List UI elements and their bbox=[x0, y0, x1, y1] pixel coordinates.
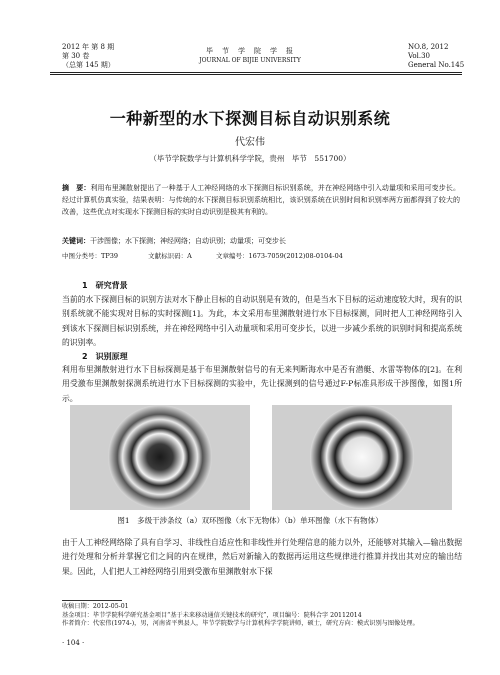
figure-double-ring bbox=[70, 405, 250, 510]
body-paragraph: 由于人工神经网络除了具有自学习、非线性自适应性和非线性并行处理信息的能力以外，还能够对其输入—输出数据进行处理和分析并掌握它们之间的内在规律，然后对新输入的数据再运用这些规律进行推算并找出其对应的输出结果。因此，人们把人工神经网络引用到受激布里渊散射水下探 bbox=[62, 538, 462, 576]
page-number: · 104 · bbox=[62, 639, 85, 647]
issue-total: （总第 145 期） bbox=[62, 61, 115, 69]
keywords-text: 干涉图像；水下探测；神经网络；自动识别；动量项；可变步长 bbox=[90, 237, 286, 245]
interference-fringes-double-ring bbox=[70, 405, 250, 510]
classification bbox=[62, 250, 460, 262]
section-heading: 2 识别原理 bbox=[82, 352, 128, 361]
abstract-label: 摘 要： bbox=[62, 183, 91, 192]
interference-fringes-single-ring bbox=[272, 405, 452, 510]
footnote-rule bbox=[62, 600, 122, 601]
journal-name-en: JOURNAL OF BIJIE UNIVERSITY bbox=[199, 57, 301, 64]
section-heading: 1 研究背景 bbox=[82, 281, 128, 290]
article-number: 文章编号：1673-7059(2012)08-0104-04 bbox=[216, 252, 343, 260]
document-code: 文献标识码：A bbox=[148, 252, 192, 260]
figure-single-ring bbox=[272, 405, 452, 510]
header-rule-thin bbox=[50, 74, 462, 75]
section-text: 利用布里渊散射进行水下目标探测是基于布里渊散射信号的有无来判断海水中是否有潜艇、水雷等物体的[2]。在利用受激布里渊散射探测系统进行水下目标探测的实验中，先让探测到的信号通过F-P标准具形成干涉图像，如图1所示。 bbox=[62, 365, 462, 403]
issue-year: 2012 年 第 8 期 bbox=[62, 43, 115, 51]
figure-caption: 图1 多级干涉条纹（a）双环图像（水下无物体）（b）单环图像（水下有物体） bbox=[117, 516, 383, 525]
issue-volume: 第 30 卷 bbox=[62, 52, 90, 60]
abstract bbox=[62, 182, 460, 218]
issue-general-no: General No.145 bbox=[408, 61, 465, 69]
issue-number-en: NO.8, 2012 bbox=[408, 43, 449, 51]
funding: 基金项目：毕节学院科学研究基金项目“基于未来移动通信关键技术的研究”，项目编号：院科合字 20112014 bbox=[62, 611, 362, 619]
author-bio: 作者简介：代宏伟(1974-)，男，河南省平舆县人，毕节学院数学与计算机科学学院讲师，硕士，研究方向：模式识别与图像处理。 bbox=[62, 620, 419, 627]
journal-issue-info-en bbox=[408, 43, 464, 70]
affiliation: （毕节学院数学与计算机科学学院，贵州 毕节 551700） bbox=[149, 154, 351, 163]
section-text: 当前的水下探测目标的识别方法对水下静止目标的自动识别是有效的，但是当水下目标的运动速度较大时，现有的识别系统就不能实现对目标的实时探测[1]。为此，本文采用布里渊散射进行水下目标探测，同时把人工神经网络引入到该水下探测目标识别系统，并在神经网络中引入动量项和采用可变步长，以进一步减少系统的识别时间和提高系统的识别率。 bbox=[62, 295, 462, 348]
issue-volume-en: Vol.30 bbox=[408, 52, 430, 60]
author: 代宏伟 bbox=[235, 137, 265, 148]
keywords-label: 关键词： bbox=[62, 236, 90, 245]
paper-title: 一种新型的水下探测目标自动识别系统 bbox=[109, 109, 391, 128]
journal-name-cn: 毕 节 学 院 学 报 bbox=[206, 47, 294, 55]
footnotes bbox=[62, 603, 462, 629]
abstract-text: 利用布里渊散射提出了一种基于人工神经网络的水下探测目标识别系统，并在神经网络中引入动量项和采用可变步长。经过计算机仿真实验，结果表明：与传统的水下探测目标识别系统相比，该识别系统在识别时间和识别率两方面都得到了较大的改善，这些优点对实现水下探测目标的实时自动识别是极其有利的。 bbox=[62, 184, 460, 216]
clc-number: 中图分类号：TP39 bbox=[62, 252, 118, 260]
header-rule bbox=[50, 72, 462, 73]
received-date: 收稿日期：2012-05-01 bbox=[62, 603, 129, 610]
keywords bbox=[62, 235, 460, 247]
